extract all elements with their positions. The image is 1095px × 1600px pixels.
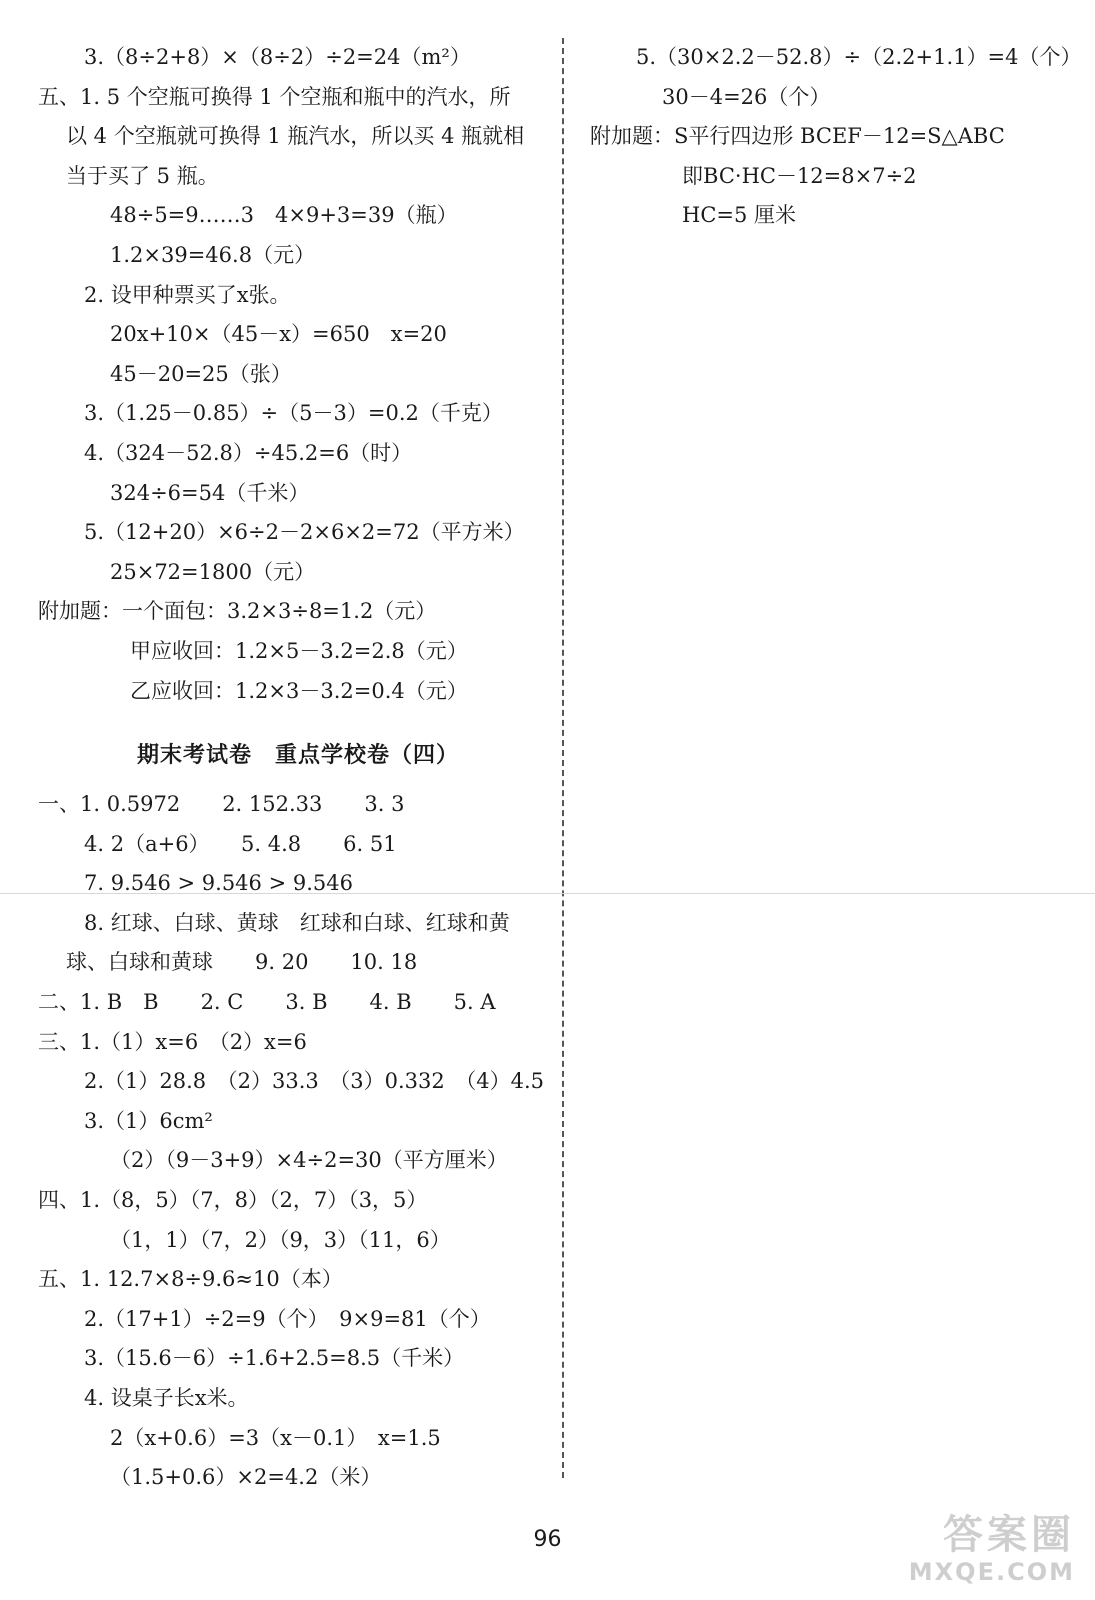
- answers-part-1: [38, 38, 558, 711]
- answer-line: 五、1. 5 个空瓶可换得 1 个空瓶和瓶中的汽水，所: [38, 84, 511, 109]
- answer-line: 3.（1.25－0.85）÷（5－3）=0.2（千克）: [84, 401, 503, 426]
- answer-line: 即BC·HC－12=8×7÷2: [682, 163, 917, 188]
- answer-line: 2.（17+1）÷2=9（个） 9×9=81（个）: [84, 1306, 491, 1331]
- answer-line: 2. 设甲种票买了x张。: [84, 282, 291, 307]
- answer-line: 五、1. 12.7×8÷9.6≈10（本）: [38, 1267, 343, 1292]
- answer-line: 以 4 个空瓶就可换得 1 瓶汽水，所以买 4 瓶就相: [66, 124, 525, 149]
- answer-line: 5.（12+20）×6÷2－2×6×2=72（平方米）: [84, 520, 525, 545]
- answer-line: 324÷6=54（千米）: [110, 480, 310, 505]
- answer-line: HC=5 厘米: [682, 203, 797, 228]
- answer-line: 当于买了 5 瓶。: [66, 163, 219, 188]
- right-column: [590, 38, 1082, 236]
- answer-line: （1，1）（7，2）（9，3）（11，6）: [110, 1227, 451, 1252]
- answer-line: 四、1.（8，5）（7，8）（2，7）（3，5）: [38, 1188, 428, 1213]
- answer-line: （2）（9－3+9）×4÷2=30（平方厘米）: [110, 1148, 508, 1173]
- answer-line: 3.（15.6－6）÷1.6+2.5=8.5（千米）: [84, 1346, 465, 1371]
- answer-line: 4. 2（a+6） 5. 4.8 6. 51: [84, 831, 397, 856]
- answer-line: 7. 9.546 > 9.546 > 9.546: [84, 871, 353, 896]
- answer-line: 30－4=26（个）: [662, 84, 831, 109]
- section-title: 期末考试卷 重点学校卷（四）: [136, 743, 459, 769]
- watermark-logo: [845, 1512, 1075, 1592]
- answer-line: 48÷5=9……3 4×9+3=39（瓶）: [110, 203, 458, 228]
- answer-line: 4. 设桌子长x米。: [84, 1386, 249, 1410]
- answer-line: 45－20=25（张）: [110, 361, 292, 386]
- answer-line: 4.（324－52.8）÷45.2=6（时）: [84, 440, 413, 465]
- column-divider: [562, 38, 564, 1478]
- answer-line: 3.（1）6cm²: [84, 1108, 213, 1133]
- answer-line: 附加题：一个面包：3.2×3÷8=1.2（元）: [38, 599, 437, 624]
- answer-line: 8. 红球、白球、黄球 红球和白球、红球和黄: [84, 910, 510, 935]
- watermark-top: 答案圈: [943, 1512, 1075, 1558]
- answer-line: 20x+10×（45－x）=650 x=20: [110, 322, 447, 347]
- answer-line: （1.5+0.6）×2=4.2（米）: [110, 1465, 382, 1490]
- left-column: [38, 38, 558, 1498]
- answer-line: 一、1. 0.5972 2. 152.33 3. 3: [38, 792, 405, 817]
- answer-line: 二、1. B B 2. C 3. B 4. B 5. A: [38, 990, 496, 1015]
- scan-line: [0, 893, 1095, 894]
- answers-right: [590, 38, 1082, 236]
- watermark-bottom: MXQE.COM: [908, 1558, 1075, 1586]
- answer-line: 乙应收回：1.2×3－3.2=0.4（元）: [130, 678, 468, 703]
- answer-line: 三、1.（1）x=6 （2）x=6: [38, 1029, 307, 1054]
- page-number: 96: [533, 1527, 562, 1552]
- answers-part-2: [38, 785, 558, 1498]
- answer-line: 甲应收回：1.2×5－3.2=2.8（元）: [130, 638, 468, 663]
- answer-line: 5.（30×2.2－52.8）÷（2.2+1.1）=4（个）: [636, 45, 1082, 69]
- answer-line: 3.（8÷2+8）×（8÷2）÷2=24（m²）: [84, 45, 471, 69]
- answer-line: 2（x+0.6）=3（x－0.1） x=1.5: [110, 1425, 441, 1450]
- answer-line: 球、白球和黄球 9. 20 10. 18: [66, 950, 418, 975]
- answer-line: 2.（1）28.8 （2）33.3 （3）0.332 （4）4.5: [84, 1069, 545, 1094]
- answer-line: 附加题：S平行四边形 BCEF－12=S△ABC: [590, 124, 1005, 149]
- answer-line: 25×72=1800（元）: [110, 559, 316, 584]
- answer-line: 1.2×39=46.8（元）: [110, 242, 316, 267]
